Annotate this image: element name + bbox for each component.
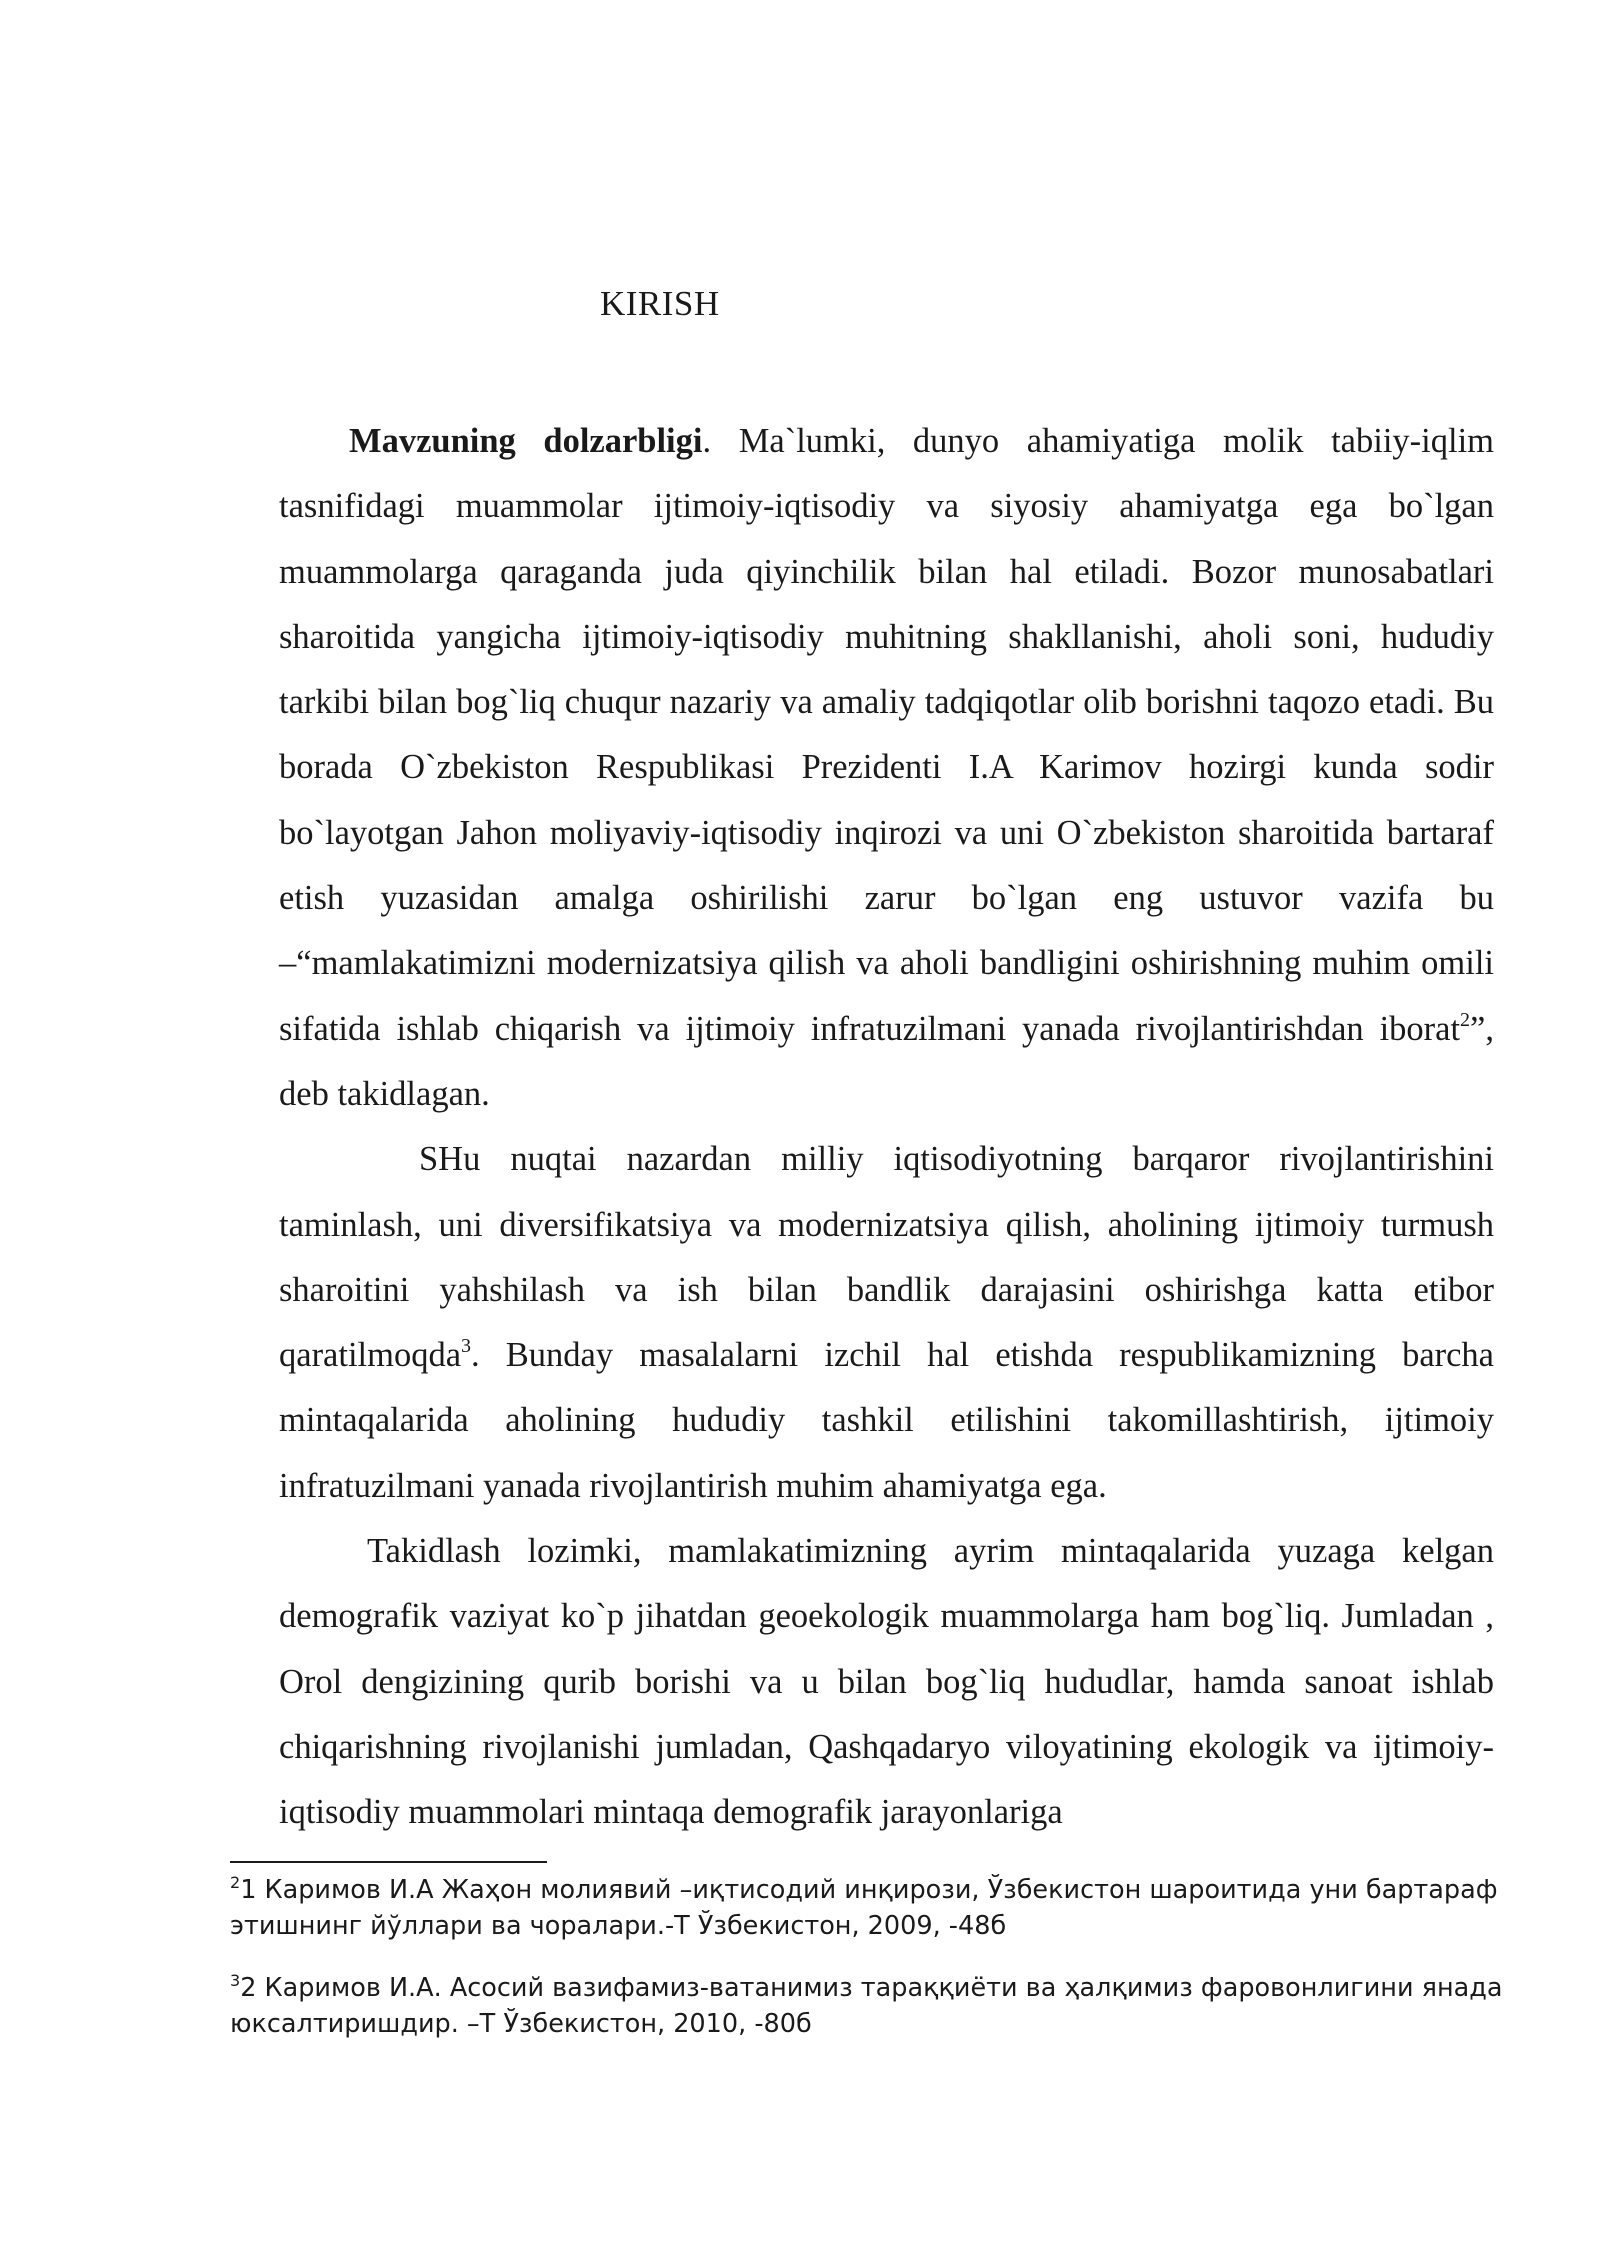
paragraph-economy — [279, 1127, 1494, 1519]
footnote — [230, 1872, 1520, 1944]
paragraph-text: ”, deb takidlagan. — [279, 1009, 1494, 1113]
footnote — [230, 1970, 1520, 2042]
page-title: KIRISH — [600, 284, 720, 323]
paragraph-text: . Ma`lumki, dunyo ahamiyatiga molik tabiiy-iqlim tasnifidagi muammolar ijtimoiy-iqtisodiy va siyosiy ahamiyatga ega bo`lgan muammolarga qaraganda juda qiyinchilik bilan hal etiladi. Bozor munosabatlari sharoitida yangicha ijtimoiy-iqtisodiy muhitning shakllanishi, aholi soni, hududiy tarkibi bilan bog`liq chuqur nazariy va amaliy tadqiqotlar olib borishni taqozo etadi. Bu borada O`zbekiston Respublikasi Prezidenti I.A Karimov hozirgi kunda sodir bo`layotgan Jahon moliyaviy-iqtisodiy inqirozi va uni O`zbekiston sharoitida bartaraf etish yuzasidan amalga oshirilishi zarur bo`lgan eng ustuvor vazifa bu –“mamlakatimizni modernizatsiya qilish va aholi bandligini oshirishning muhim omili sifatida ishlab chiqarish va ijtimoiy infratuzilmani yanada rivojlantirishdan iborat — [279, 422, 1494, 1048]
footnotes — [230, 1872, 1520, 2068]
footnote-text: 1 Каримов И.А Жаҳон молиявий –иқтисодий инқирози, Ўзбекистон шароитида уни бартараф этишнинг йўллари ва чоралари.-Т Ўзбекистон, 2009, -48б — [230, 1875, 1498, 1941]
footnote-mark: 2 — [230, 1873, 241, 1892]
footnote-separator — [230, 1861, 547, 1863]
paragraph-demography — [279, 1519, 1494, 1845]
footnote-reference: 2 — [1460, 1008, 1471, 1031]
footnote-text: 2 Каримов И.А. Асосий вазифамиз-ватанимиз тараққиёти ва ҳалқимиз фаровонлигини янада юксалтиришдир. –Т Ўзбекистон, 2010, -80б — [230, 1973, 1503, 2039]
paragraph-text: Takidlash lozimki, mamlakatimizning ayrim mintaqalarida yuzaga kelgan demografik vaziyat ko`p jihatdan geoekologik muammolarga ham bog`liq. Jumladan , Orol dengizining qurib borishi va u bilan bog`liq hududlar, hamda sanoat ishlab chiqarishning rivojlanishi jumladan, Qashqadaryo viloyatining ekologik va ijtimoiy-iqtisodiy muammolari mintaqa demografik jarayonlariga — [279, 1532, 1494, 1832]
footnote-reference: 3 — [461, 1335, 472, 1358]
paragraph-text: . Bunday masalalarni izchil hal etishda respublikamizning barcha mintaqalarida aholining hududiy tashkil etilishini takomillashtirish, ijtimoiy infratuzilmani yanada rivojlantirish muhim ahamiyatga ega. — [279, 1336, 1494, 1505]
paragraph-text: SHu nuqtai nazardan milliy iqtisodiyotning barqaror rivojlantirishini taminlash, uni diversifikatsiya va modernizatsiya qilish, aholining ijtimoiy turmush sharoitini yahshilash va ish bilan bandlik darajasini oshirishga katta etibor qaratilmoqda — [279, 1140, 1494, 1375]
paragraph-relevance — [279, 409, 1494, 1127]
paragraph-lead: Mavzuning dolzarbligi — [349, 422, 703, 460]
footnote-mark: 3 — [230, 1971, 241, 1990]
body-text — [279, 409, 1494, 1846]
